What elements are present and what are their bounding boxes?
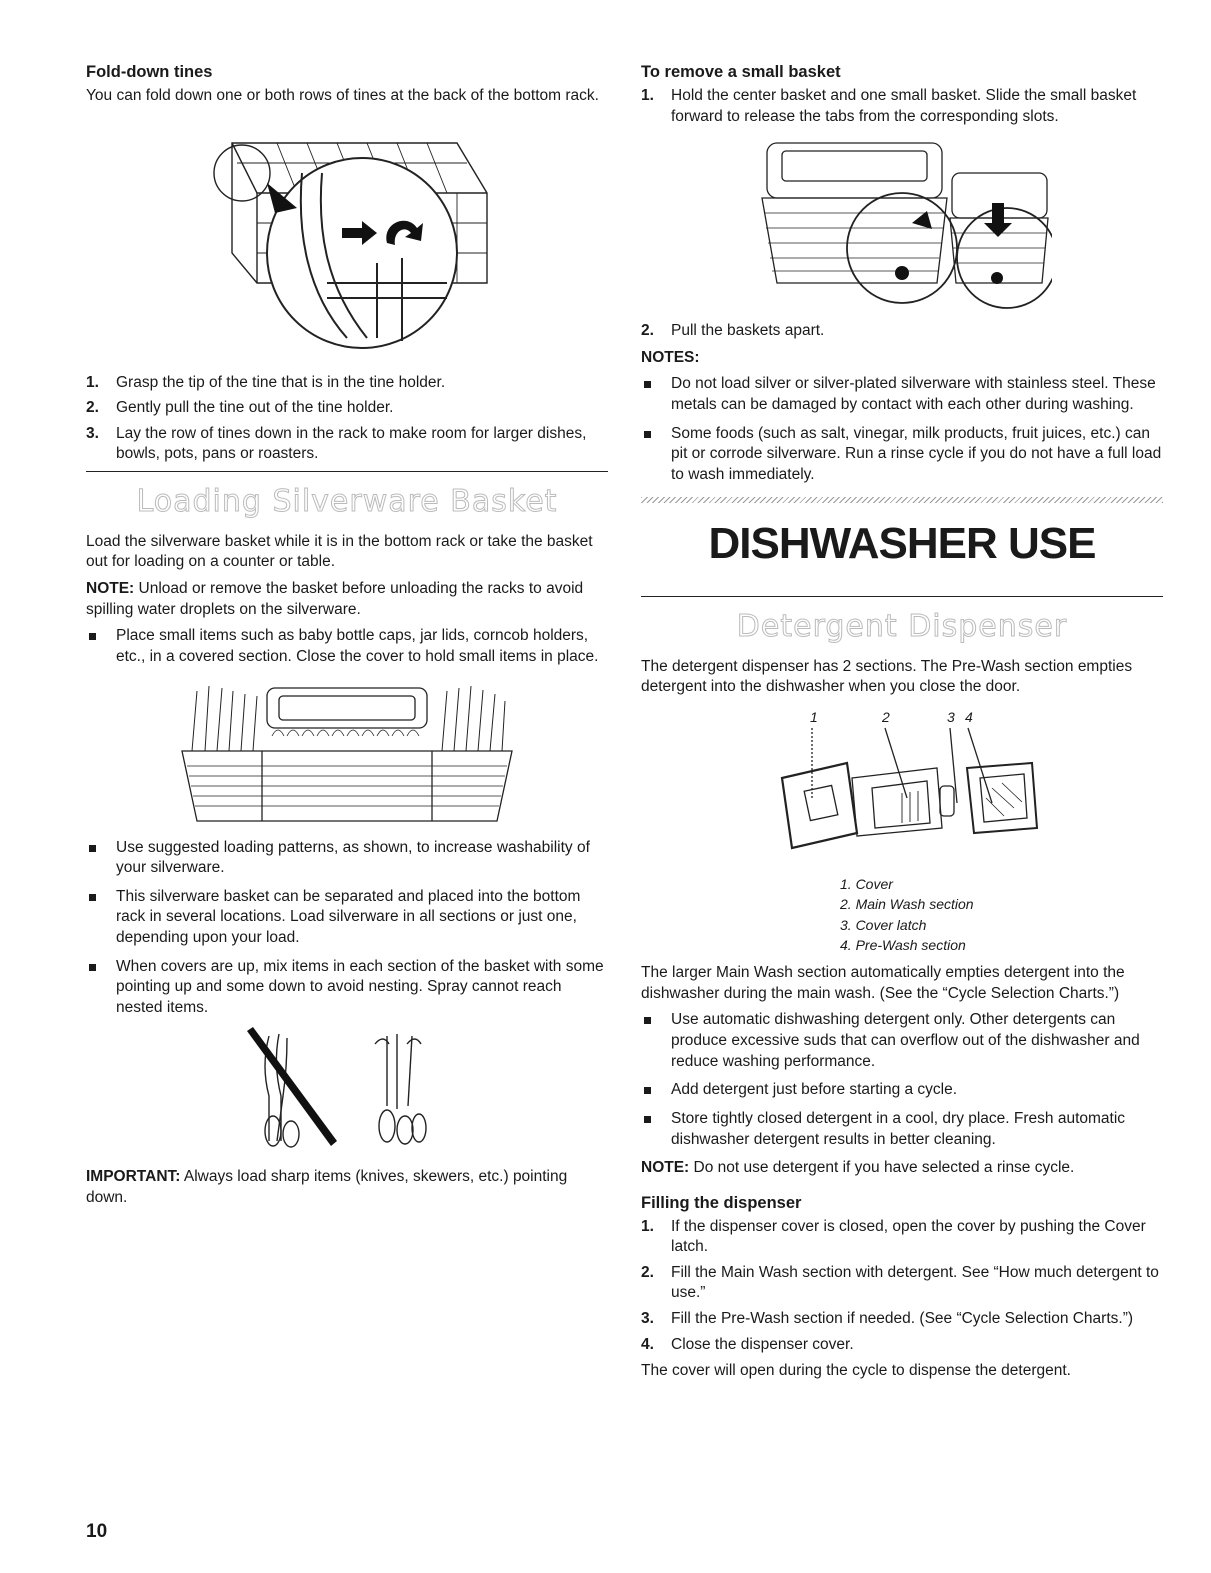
step-item: [641, 1309, 1163, 1330]
callout-4: 4: [965, 709, 973, 726]
bullet-item: When covers are up, mix items in each section of the basket with some pointing up and some down to avoid nesting. Spray cannot reach nested items.: [86, 957, 608, 1019]
dishwasher-use-title: DISHWASHER USE: [708, 519, 1096, 569]
note-label: NOTE:: [641, 1159, 690, 1177]
step-number: 3.: [86, 424, 99, 442]
step-item: [641, 1263, 1163, 1304]
loading-silverware-title: Loading Silverware Basket: [136, 483, 558, 519]
step-item: [641, 1335, 1163, 1356]
bullet-item: This silverware basket can be separated and placed into the bottom rack in several locations. Load silverware in all sections or just one, depending upon your load.: [86, 887, 608, 949]
callout-1: 1: [810, 709, 818, 726]
bullet-item: Place small items such as baby bottle caps, jar lids, corncob holders, etc., in a covered section. Close the cover to hold small items in place.: [86, 626, 608, 667]
step-text: Grasp the tip of the tine that is in the tine holder.: [116, 373, 446, 391]
bullet-item: Add detergent just before starting a cycle.: [641, 1080, 1163, 1101]
filling-dispenser-heading: Filling the dispenser: [641, 1193, 802, 1212]
caption-item: 3. Cover latch: [840, 916, 927, 933]
step-number: 3.: [641, 1310, 654, 1328]
step-text: Close the dispenser cover.: [671, 1335, 854, 1353]
step-text: Fill the Pre-Wash section if needed. (See “Cycle Selection Charts.”): [671, 1310, 1134, 1328]
loading-intro: Load the silverware basket while it is in the bottom rack or take the basket out for loading on a counter or table.: [86, 532, 593, 571]
bullet-item: Store tightly closed detergent in a cool, dry place. Fresh automatic dishwasher detergent results in better cleaning.: [641, 1109, 1163, 1150]
step-item: [641, 1217, 1163, 1258]
remove-basket-illustration: [752, 133, 1052, 313]
section-divider: [641, 596, 1163, 597]
detergent-dispenser-title: Detergent Dispenser: [736, 608, 1068, 644]
step-number: 1.: [86, 373, 99, 391]
important-label: IMPORTANT:: [86, 1168, 181, 1186]
note-text: Unload or remove the basket before unloading the racks to avoid spilling water droplets on the silverware.: [86, 580, 584, 618]
step-item: [641, 86, 1163, 127]
note-text: Do not use detergent if you have selected a rinse cycle.: [689, 1159, 1075, 1177]
silverware-basket-illustration: [167, 676, 527, 826]
section-divider: [86, 471, 608, 472]
detergent-note: [641, 1158, 1163, 1179]
bullet-item: Use suggested loading patterns, as shown, to increase washability of your silverware.: [86, 838, 608, 879]
important-note: [86, 1167, 608, 1208]
step-number: 2.: [86, 399, 99, 417]
step-text: Lay the row of tines down in the rack to make room for larger dishes, bowls, pots, pans or roasters.: [116, 424, 587, 463]
main-wash-paragraph: The larger Main Wash section automatically empties detergent into the dishwasher during the main wash. (See the “Cycle Selection Charts.”): [641, 964, 1125, 1002]
dispenser-intro: The detergent dispenser has 2 sections. The Pre-Wash section empties detergent into the dishwasher when you close the door.: [641, 657, 1133, 696]
callout-3: 3: [947, 709, 955, 726]
step-item: [86, 424, 608, 465]
right-column: [641, 62, 1163, 1388]
dispenser-figure: [752, 708, 1052, 868]
caption-item: 4. Pre-Wash section: [840, 936, 966, 953]
fold-down-steps: [86, 373, 608, 465]
step-text: Fill the Main Wash section with detergent. See “How much detergent to use.”: [671, 1263, 1159, 1302]
loading-bullets-2: [86, 838, 608, 1019]
remove-basket-heading: To remove a small basket: [641, 63, 841, 81]
loading-note: [86, 579, 608, 620]
note-label: NOTE:: [86, 580, 135, 598]
fold-down-heading: Fold-down tines: [86, 63, 213, 81]
loading-pattern-illustration: [247, 1026, 447, 1151]
step-number: 2.: [641, 322, 654, 340]
step-text: If the dispenser cover is closed, open the cover by pushing the Cover latch.: [671, 1217, 1146, 1256]
hatched-divider: [641, 497, 1163, 503]
detergent-dispenser-illustration: [752, 708, 1052, 868]
step-text: Gently pull the tine out of the tine holder.: [116, 399, 394, 417]
fold-down-intro: You can fold down one or both rows of tines at the back of the bottom rack.: [86, 86, 599, 104]
callout-2: 2: [882, 709, 890, 726]
loading-bullets-1: [86, 626, 608, 667]
caption-item: 1. Cover: [840, 876, 893, 893]
dispenser-captions: [840, 874, 1163, 955]
remove-steps-2: [641, 321, 1163, 342]
bullet-item: Some foods (such as salt, vinegar, milk products, fruit juices, etc.) can pit or corrode silverware. Run a rinse cycle if you do not have a full load to wash immediately.: [641, 424, 1163, 486]
important-text: Always load sharp items (knives, skewers, etc.) pointing down.: [86, 1168, 568, 1207]
step-text: Pull the baskets apart.: [671, 322, 825, 340]
step-text: Hold the center basket and one small basket. Slide the small basket forward to release the tabs from the corresponding slots.: [671, 86, 1137, 125]
detergent-bullets: [641, 1010, 1163, 1150]
step-item: [641, 321, 1163, 342]
bullet-item: Do not load silver or silver-plated silverware with stainless steel. These metals can be damaged by contact with each other during washing.: [641, 374, 1163, 415]
fold-down-tines-illustration: [197, 113, 497, 363]
step-item: [86, 398, 608, 419]
step-number: 1.: [641, 1217, 654, 1235]
step-number: 2.: [641, 1263, 654, 1281]
notes-bullets: [641, 374, 1163, 485]
page-number: 10: [86, 1521, 108, 1542]
remove-steps: [641, 86, 1163, 127]
left-column: [86, 62, 608, 1215]
step-number: 4.: [641, 1335, 654, 1353]
bullet-item: Use automatic dishwashing detergent only. Other detergents can produce excessive suds that can overflow out of the dishwasher and reduce washing performance.: [641, 1010, 1163, 1072]
filling-steps: [641, 1217, 1163, 1356]
step-item: [86, 373, 608, 394]
closing-paragraph: The cover will open during the cycle to dispense the detergent.: [641, 1362, 1071, 1380]
caption-item: 2. Main Wash section: [840, 896, 974, 913]
step-number: 1.: [641, 86, 654, 104]
notes-label: NOTES:: [641, 348, 700, 366]
